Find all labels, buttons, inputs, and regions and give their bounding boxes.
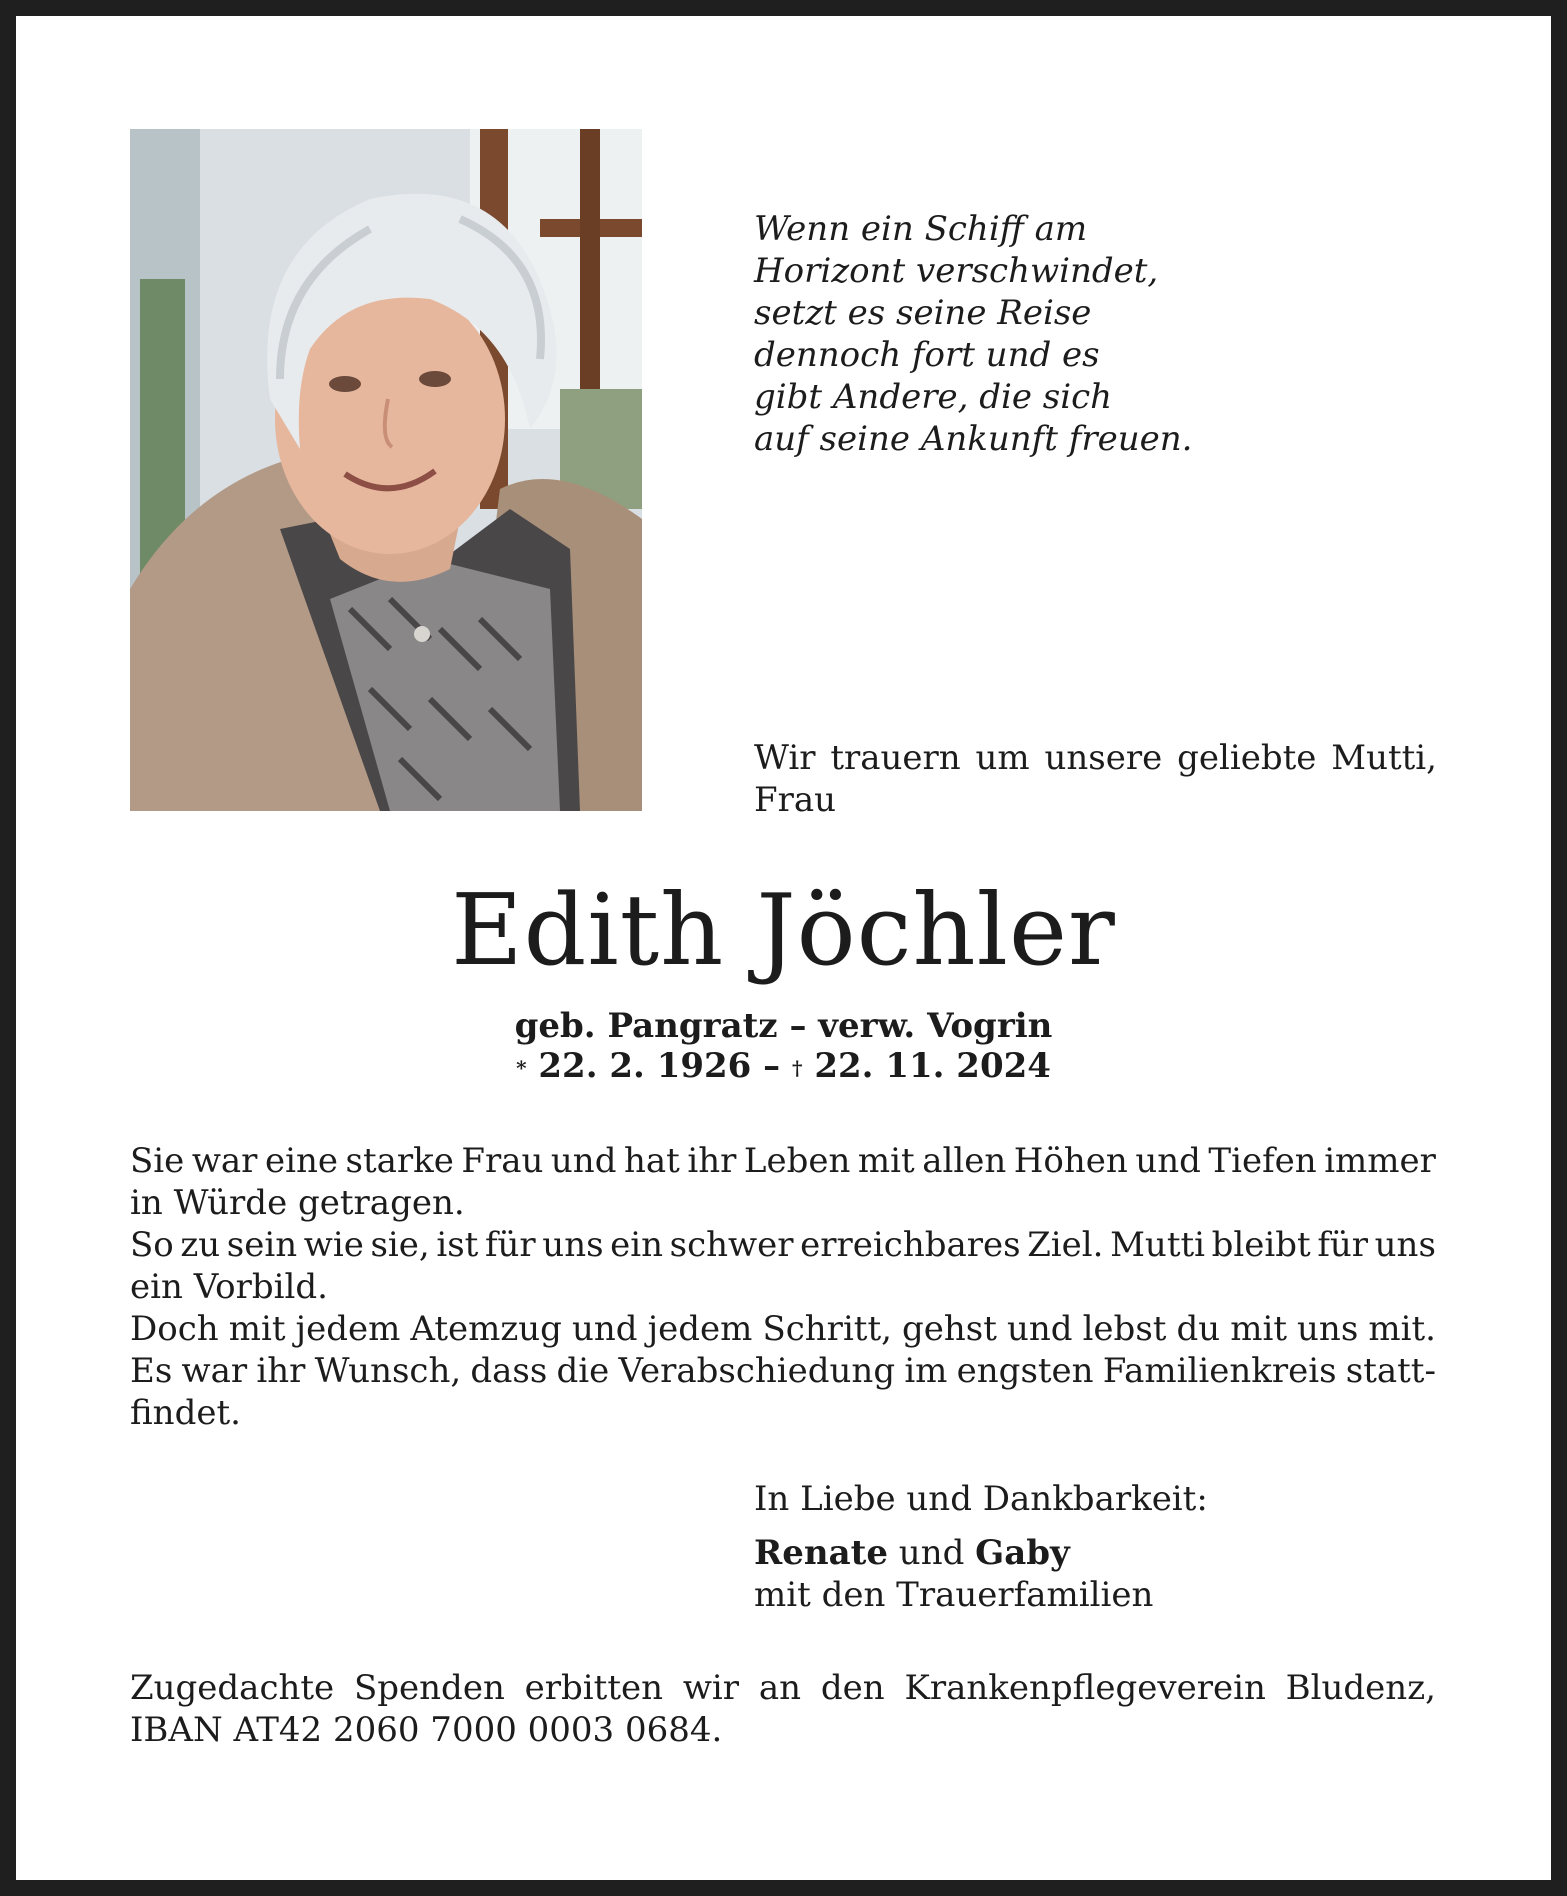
word: immer [1324,1141,1436,1181]
portrait-icon [130,129,642,811]
word: in Würde getragen. [130,1183,465,1223]
donation-iban: IBAN AT42 2060 7000 0003 0684. [130,1710,723,1750]
donation-note [130,1667,1436,1751]
word: Schritt, [762,1309,892,1349]
signatory-name-2: Gaby [975,1533,1070,1573]
word: allen [922,1141,1007,1181]
word: die [556,1351,610,1391]
donation-line-1 [130,1667,1436,1709]
word: Zugedachte [130,1668,335,1708]
birth-names: geb. Pangratz – verw. Vogrin [514,1006,1053,1046]
died-date: 22. 11. 2024 [814,1046,1051,1086]
word: uns [542,1225,604,1265]
body-line [130,1266,1436,1308]
word: Mutti [1110,1225,1206,1265]
body-line [130,1308,1436,1350]
word: Atemzug [410,1309,562,1349]
word: dass [470,1351,548,1391]
mourning-line-1 [754,737,1437,779]
word: Mutti, [1331,738,1437,778]
word: gehst [902,1309,997,1349]
body-line [130,1182,1436,1224]
word: uns [1374,1225,1436,1265]
body-line [130,1350,1436,1392]
word: trauern [830,738,961,778]
word: und [1135,1141,1201,1181]
signatory-families: mit den Trauerfamilien [754,1575,1154,1615]
poem-line: auf seine Ankunft freuen. [754,419,1193,459]
word: ihr [256,1351,306,1391]
word: unsere [1044,738,1163,778]
word: erreichbares [800,1225,1021,1265]
poem-line: Wenn ein Schiff am [754,209,1088,249]
word: mit. [1368,1309,1436,1349]
word: Leben [743,1141,851,1181]
signatory-name-1: Renate [754,1533,888,1573]
word: Wir [754,738,816,778]
word: sie, [370,1225,430,1265]
body-line [130,1224,1436,1266]
word: engsten [956,1351,1094,1391]
word: statt- [1345,1351,1436,1391]
poem-line: setzt es seine Reise [754,293,1092,333]
word: Spenden [353,1668,505,1708]
word: ein Vorbild. [130,1267,328,1307]
poem-line: Horizont verschwindet, [754,251,1159,291]
word: jedem [295,1309,401,1349]
word: Sie [130,1141,185,1181]
signatory-names [754,1532,1153,1574]
word: du [1176,1309,1221,1349]
word: schwer [669,1225,794,1265]
word: So [130,1225,174,1265]
born-date: 22. 2. 1926 – [538,1046,781,1086]
word: sein [226,1225,298,1265]
died-symbol: † [792,1056,803,1080]
word: Höhen [1013,1141,1128,1181]
word: Es [130,1351,173,1391]
word: und [550,1141,617,1181]
signatory-conj: und [898,1533,965,1573]
body-line [130,1140,1436,1182]
word: im [904,1351,948,1391]
word: ist [436,1225,479,1265]
word: den [820,1668,885,1708]
word: lebst [1082,1309,1167,1349]
word: wie [303,1225,364,1265]
word: bleibt [1211,1225,1311,1265]
word: war [191,1141,258,1181]
word: Ziel. [1027,1225,1104,1265]
poem-line: gibt Andere, die sich [754,377,1113,417]
word: Krankenpflegeverein [904,1668,1266,1708]
word: Bludenz, [1285,1668,1436,1708]
word: ein [610,1225,664,1265]
word: Wunsch, [314,1351,462,1391]
poem-line: dennoch fort und es [754,335,1100,375]
poem-quote [754,208,1294,460]
life-dates [0,1046,1567,1086]
word: für [1317,1225,1369,1265]
word: hat [623,1141,680,1181]
closing-thanks: In Liebe und Dankbarkeit: [754,1479,1208,1519]
deceased-name: Edith Jöchler [451,874,1116,988]
word: zu [180,1225,221,1265]
word: für [484,1225,536,1265]
word: mit [857,1141,915,1181]
word: mit [228,1309,286,1349]
word: findet. [130,1393,241,1433]
mourning-line-2: Frau [754,780,837,820]
word: Doch [130,1309,219,1349]
born-symbol: * [516,1056,527,1080]
word: Familienkreis [1102,1351,1337,1391]
portrait-photo [130,129,642,811]
body-line [130,1392,1436,1434]
word: war [181,1351,248,1391]
signatories [754,1532,1153,1616]
word: erbitten [524,1668,664,1708]
word: an [758,1668,802,1708]
word: geliebte [1177,738,1317,778]
obituary-body [130,1140,1436,1434]
word: Verabschiedung [618,1351,896,1391]
word: Tiefen [1208,1141,1317,1181]
word: mit [1230,1309,1287,1349]
word: ihr [687,1141,737,1181]
word: jedem [647,1309,753,1349]
word: starke [345,1141,454,1181]
word: Frau [461,1141,544,1181]
word: um [975,738,1030,778]
word: eine [264,1141,338,1181]
word: uns [1297,1309,1359,1349]
mourning-intro [754,737,1437,821]
word: und [1006,1309,1073,1349]
word: wir [682,1668,740,1708]
word: und [572,1309,638,1349]
